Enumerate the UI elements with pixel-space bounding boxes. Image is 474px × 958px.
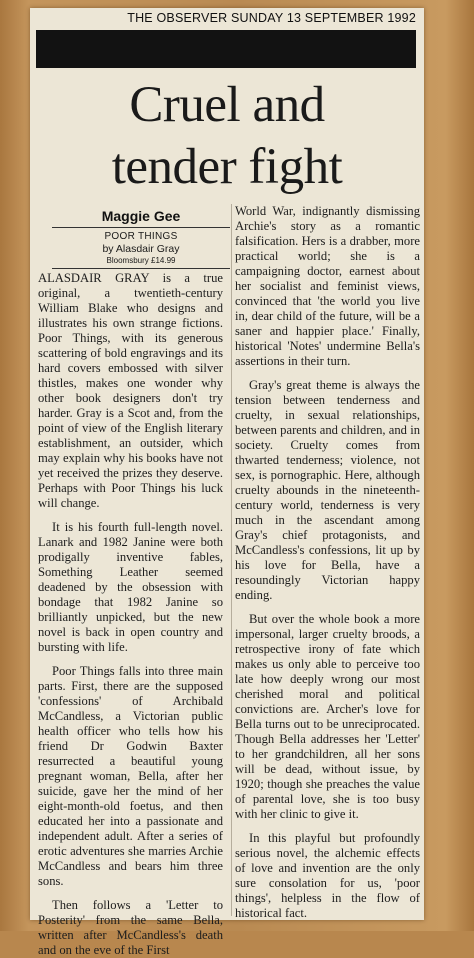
byline-rule bbox=[52, 227, 230, 228]
book-details bbox=[50, 231, 232, 266]
masthead-black-bar bbox=[36, 30, 416, 68]
paragraph: World War, indignantly dismissing Archie's story as a romantic falsification. Hers is a drabber, more practical world; she is a campaigning doctor, earnest about her socialist and feminist views, convinced that 'the world you live in, dear child of the future, will be a saner and happier place.' Finally, historical 'Notes' undermine Bella's assertions in their turn. bbox=[235, 204, 420, 368]
author-byline: Maggie Gee bbox=[101, 208, 181, 224]
article-column-left bbox=[38, 271, 223, 958]
article-headline bbox=[30, 74, 424, 198]
paragraph: Then follows a 'Letter to Posterity' from the same Bella, written after McCandless's death and on the eve of the First bbox=[38, 898, 223, 957]
headline-line-2: tender fight bbox=[111, 139, 343, 195]
book-publisher-price: Bloomsbury £14.99 bbox=[106, 256, 176, 265]
headline-line-1: Cruel and bbox=[129, 77, 325, 133]
paragraph: Gray's great theme is always the tension between tenderness and cruelty, in sexual relationships, between parents and children, and in society. Cruelty comes from thwarted tenderness; violence, not sex, is pornographic. Here, although cruelty abounds in the nineteenth-century world, tenderness is very much in the ascendant among Gray's chief protagonists, and McCandless's confessions, lit up by his love for Bella, have a resoundingly Victorian happy ending. bbox=[235, 378, 420, 602]
book-title: POOR THINGS bbox=[104, 231, 178, 242]
paragraph: In this playful but profoundly serious novel, the alchemic effects of love and invention are the only sure consolation for us, 'poor things', helpless in the flow of historical fact. bbox=[235, 831, 420, 920]
book-details-rule bbox=[52, 268, 230, 269]
newspaper-clipping bbox=[30, 8, 424, 957]
newspaper-masthead: THE OBSERVER SUNDAY 13 SEPTEMBER 1992 bbox=[127, 11, 416, 25]
paragraph: But over the whole book a more impersonal, larger cruelty broods, a retrospective irony of fate which makes us only able to perceive too late how deeply wrong our most cherished moral and political convictions are. Archer's love for Bella turns out to be unreciprocated. Though Bella addresses her 'Letter' to her grandchildren, all her sons will be dead, without issue, by 1920; though she preaches the value of parental love, she is too busy with her clinic to give it. bbox=[235, 612, 420, 821]
column-divider bbox=[231, 204, 232, 916]
paragraph: ALASDAIR GRAY is a true original, a twentieth-century William Blake who designs and illustrates his own strange fictions. Poor Things, with its generous scattering of bold engravings and its hard covers embossed with silver thistles, makes one wonder why other book designers don't try harder. Gray is a Scot and, from the point of view of the English literary establishment, an outsider, which may explain why his books have not yet received the prizes they deserve. Perhaps with Poor Things his luck will change. bbox=[38, 271, 223, 510]
book-author: by Alasdair Gray bbox=[102, 243, 180, 255]
paragraph: Poor Things falls into three main parts. First, there are the supposed 'confessions' of Archibald McCandless, a Victorian public health officer who tells how his friend Dr Godwin Baxter resurrected a beautiful young pregnant woman, Bella, after her suicide, gave her the mind of her eight-month-old foetus, and then educated her into a passionate and independent adult. After a series of erotic adventures she marries Archie McCandless and bears him three sons. bbox=[38, 664, 223, 888]
paragraph: It is his fourth full-length novel. Lanark and 1982 Janine were both prodigally inventive fables, Something Leather seemed deadened by the obsession with bondage that 1982 Janine so brilliantly unpicked, but the new novel is back in open country and bursting with life. bbox=[38, 520, 223, 654]
article-column-right bbox=[235, 204, 420, 921]
